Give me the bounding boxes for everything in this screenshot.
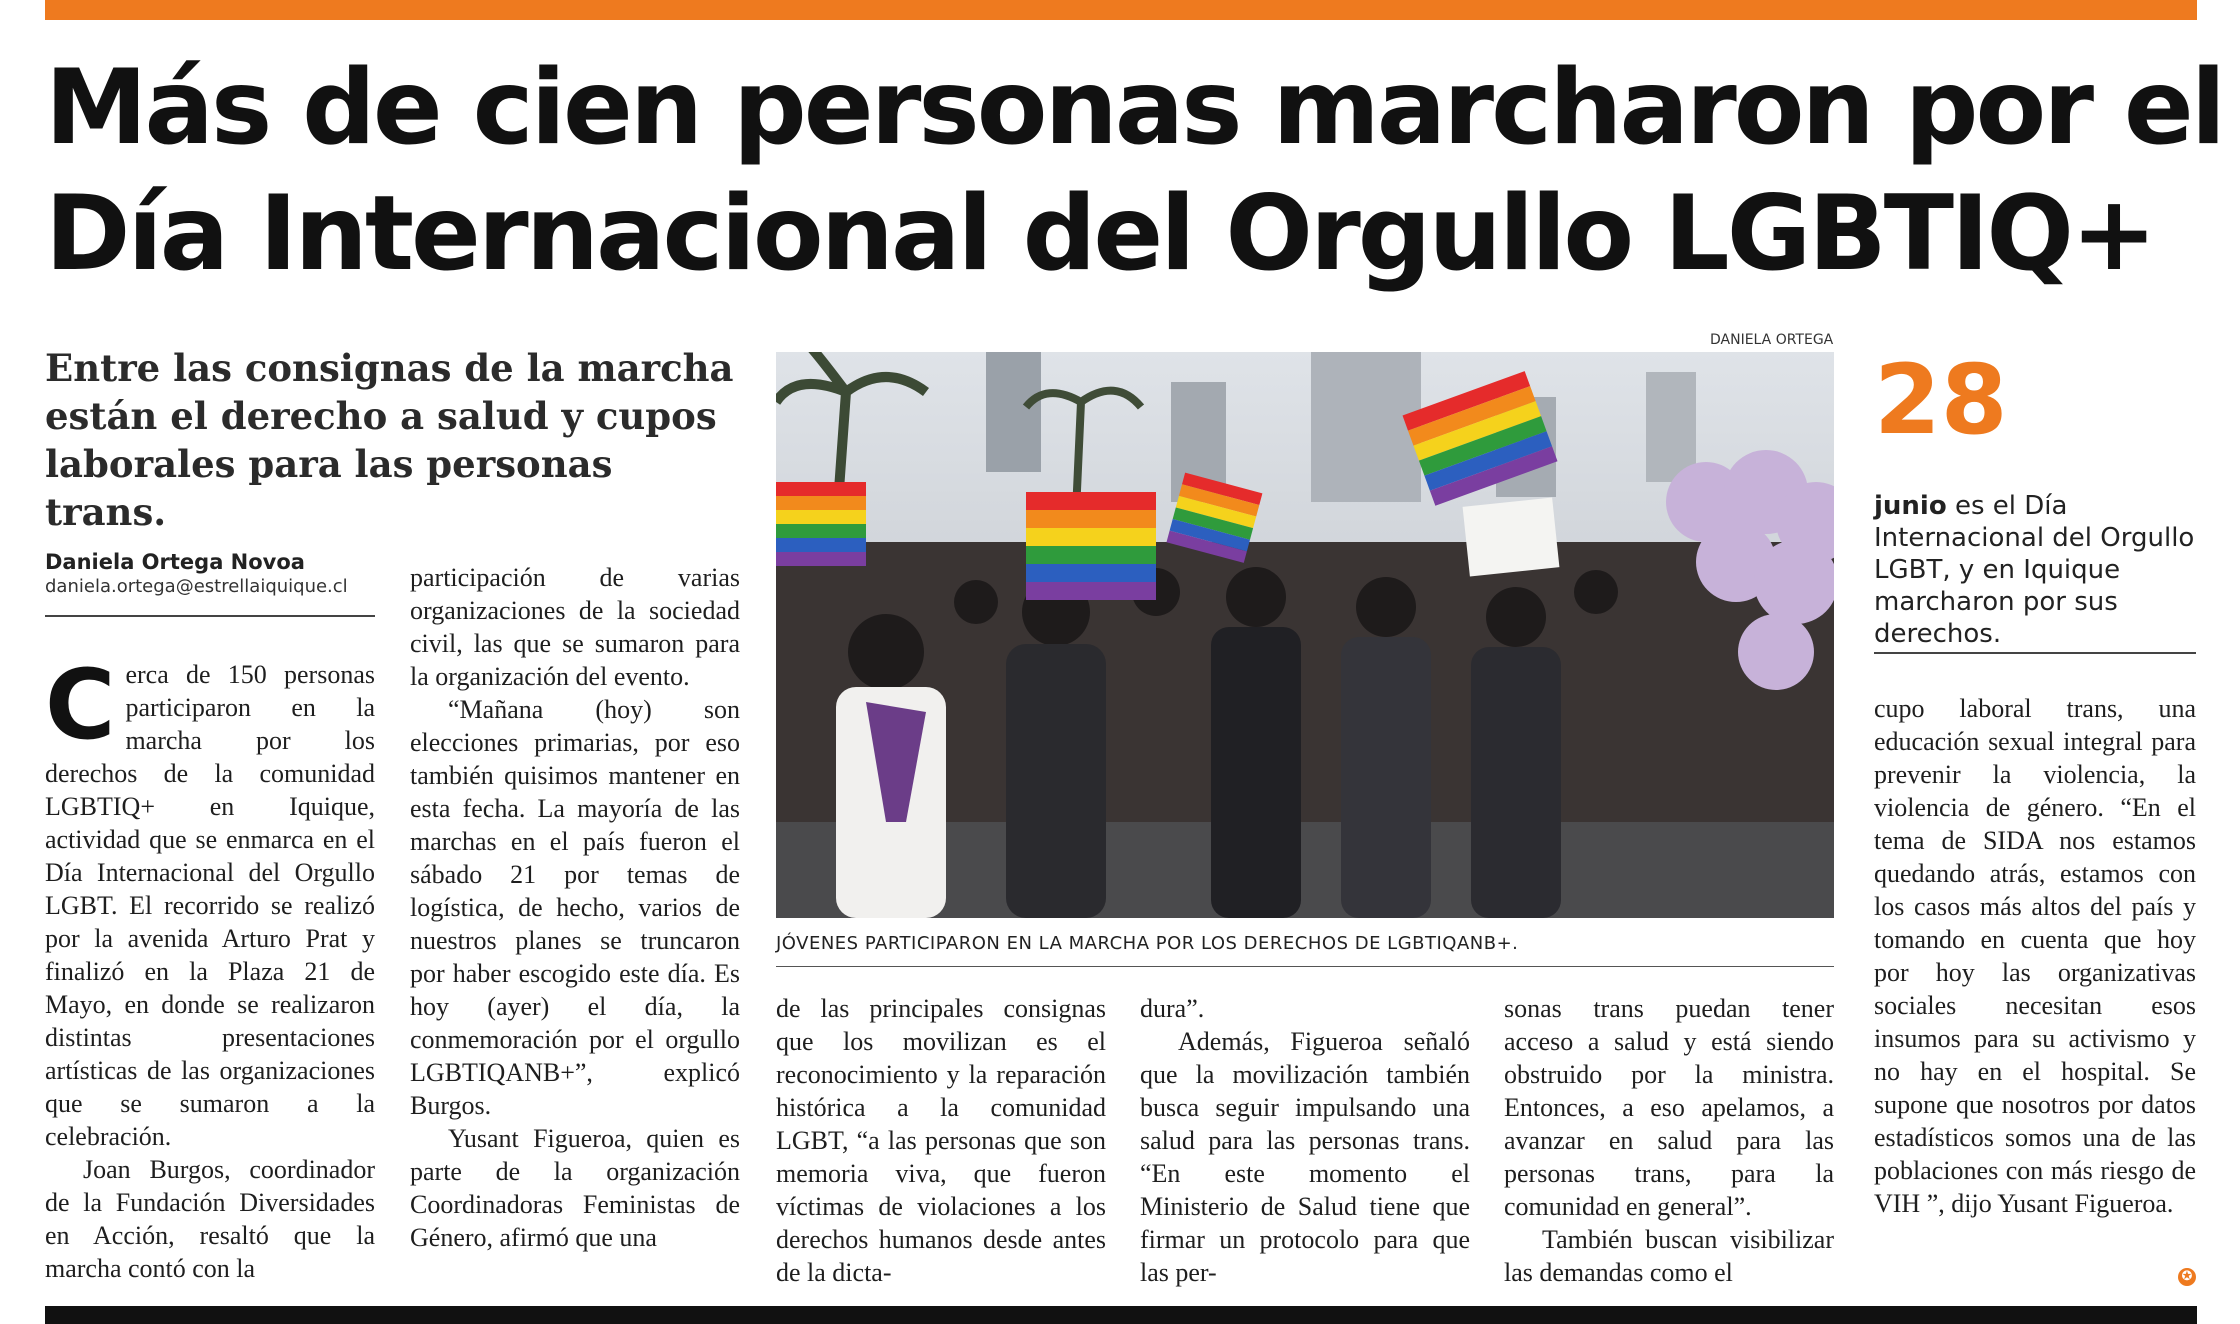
rainbow-flag (776, 482, 866, 566)
paragraph: dura”. (1140, 994, 1205, 1023)
paragraph: participación de varias organizaciones de la sociedad civil, las que se sumaron para la organización del evento. (410, 563, 740, 691)
paragraph: Cerca de 150 personas participaron en la marcha por los derechos de la comunidad LGBTIQ+ en Iquique, actividad que se enmarca en el Día Internacional del Orgullo LGBT. El recorrido se realizó por la avenida Arturo Prat y finalizó en la Plaza 21 de Mayo, en donde se realizaron distintas presentaciones artísticas de las organizaciones que se sumaron a la celebración. (45, 649, 375, 1151)
sidebar-rule (1874, 652, 2196, 654)
highlight-body: es el Día Internacional del Orgullo LGBT, y en Iquique marcharon por sus derechos. (1874, 491, 2195, 649)
caption-rule (776, 966, 1834, 967)
deck-line-1: Entre las consignas de la marcha (45, 346, 734, 390)
photo-caption: JÓVENES PARTICIPARON EN LA MARCHA POR LOS DERECHOS DE LGBTIQANB+. (776, 933, 1519, 954)
article-column-1 (45, 649, 375, 1285)
paragraph: “Mañana (hoy) son elecciones primarias, por eso también quisimos mantener en esta fecha. La mayoría de las marchas en el país fueron el sábado 21 por temas de logística, de hecho, varios de nuestros planes se truncaron por haber escogido este día. Es hoy (ayer) el día, la conmemoración por el orgullo LGBTIQANB+”, explicó Burgos. (410, 695, 740, 1120)
highlight-bold: junio (1874, 491, 1947, 521)
article-column-3 (776, 992, 1106, 1289)
byline-name: Daniela Ortega Novoa (45, 550, 305, 574)
byline-email[interactable]: daniela.ortega@estrellaiquique.cl (45, 576, 348, 597)
building (1311, 352, 1421, 502)
headline-line-1: Más de cien personas marcharon por el (45, 48, 2224, 168)
rainbow-flag (1026, 492, 1156, 600)
article-column-6 (1874, 692, 2196, 1220)
paragraph: de las principales consignas que los movilizan es el reconocimiento y la reparación histórica a la comunidad LGBT, “a las personas que son memoria viva, que fueron víctimas de violaciones a los derechos humanos desde antes de la dicta- (776, 994, 1106, 1287)
byline-rule (45, 615, 375, 617)
article-column-2 (410, 561, 740, 1254)
paragraph: Joan Burgos, coordinador de la Fundación Diversidades en Acción, resaltó que la marcha contó con la (45, 1155, 375, 1283)
highlight-number: 28 (1874, 344, 2008, 456)
highlight-text (1874, 490, 2204, 650)
photo-credit: DANIELA ORTEGA (1710, 332, 1834, 348)
paragraph: sonas trans puedan tener acceso a salud y está siendo obstruido por la ministra. Entonces, a eso apelamos, a avanzar en salud para las personas trans, para la comunidad en general”. (1504, 994, 1834, 1221)
bottom-bar (45, 1306, 2197, 1324)
deck-line-2: están el derecho a salud y cupos (45, 394, 717, 438)
drop-cap: C (45, 649, 116, 761)
top-accent-bar (45, 0, 2197, 20)
paragraph: cupo laboral trans, una educación sexual integral para prevenir la violencia, la violencia de género. “En el tema de SIDA nos estamos quedando atrás, estamos con los casos más altos del país y tomando en cuenta que hoy por hoy las organizativas sociales necesitan esos insumos para su activismo y no hay en el hospital. Se supone que nosotros por datos estadísticos somos una de las poblaciones con más riesgo de VIH ”, dijo Yusant Figueroa. (1874, 694, 2196, 1218)
photo-illustration (776, 352, 1834, 918)
paragraph: También buscan visibilizar las demandas como el (1504, 1225, 1834, 1287)
building (1646, 372, 1696, 482)
building (986, 352, 1041, 472)
deck-line-3: laborales para las personas trans. (45, 442, 613, 534)
end-of-article-icon: ✪ (2178, 1268, 2196, 1286)
protest-sign (1463, 497, 1560, 576)
march-photo (776, 352, 1834, 918)
article-column-4 (1140, 992, 1470, 1289)
article-column-5 (1504, 992, 1834, 1289)
paragraph: Yusant Figueroa, quien es parte de la organización Coordinadoras Feministas de Género, afirmó que una (410, 1124, 740, 1252)
headline-line-2: Día Internacional del Orgullo LGBTIQ+ (45, 174, 2155, 294)
paragraph: Además, Figueroa señaló que la movilización también busca seguir impulsando una salud para las personas trans. “En este momento el Ministerio de Salud tiene que firmar un protocolo para que las per- (1140, 1027, 1470, 1287)
